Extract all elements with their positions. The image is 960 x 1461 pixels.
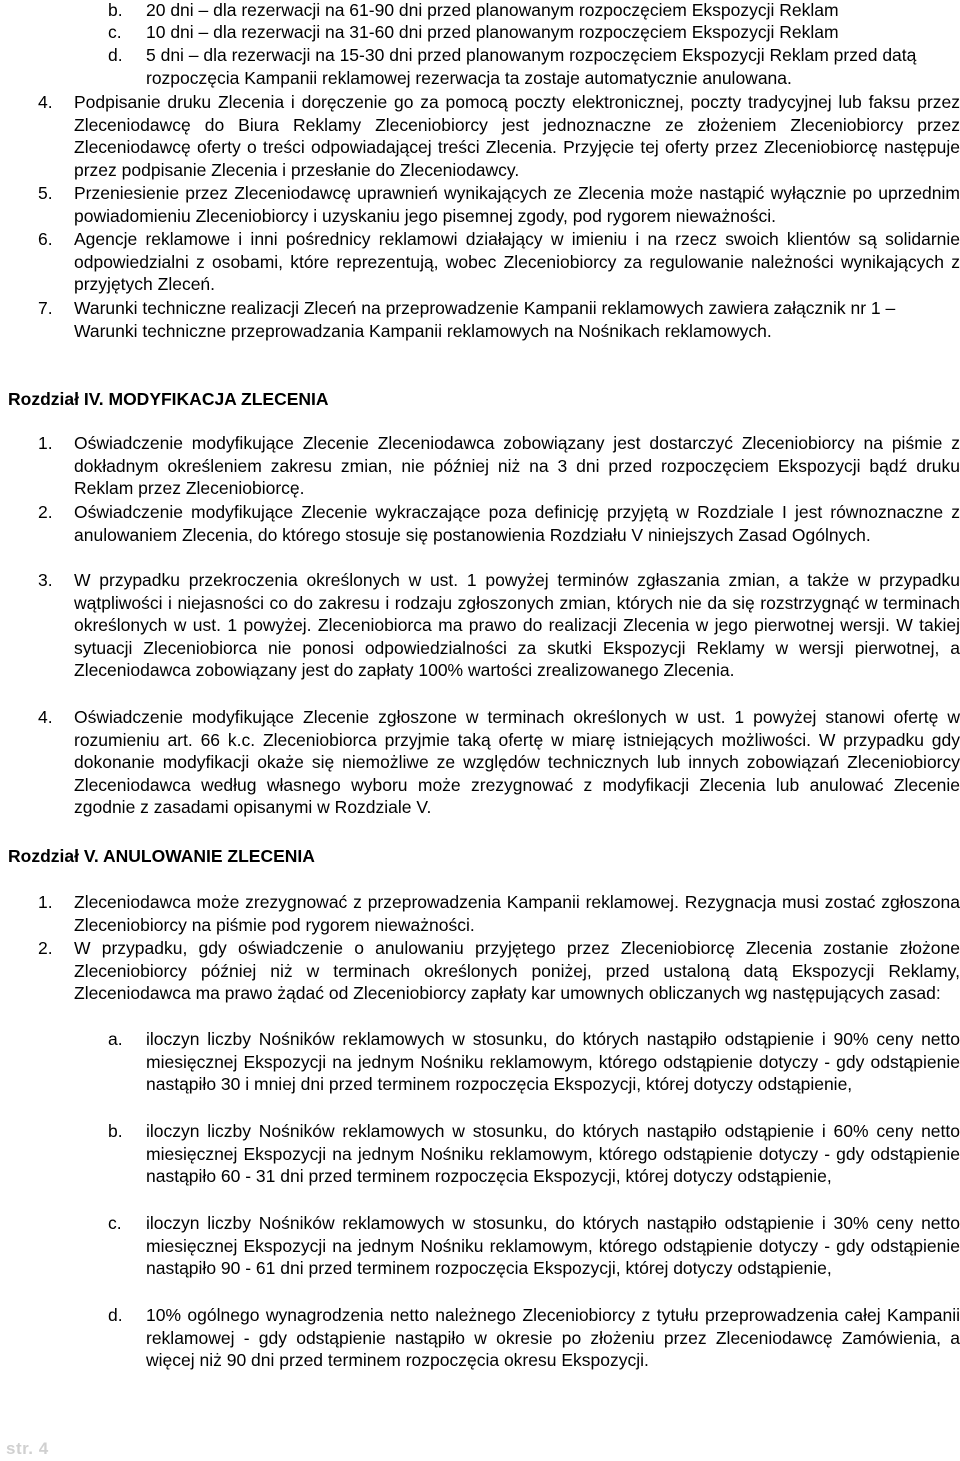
numbered-item bbox=[38, 297, 960, 342]
item-number: 4. bbox=[38, 92, 53, 112]
numbered-item bbox=[38, 91, 960, 181]
sub-item-text: iloczyn liczby Nośników reklamowych w stosunku, do których nastąpiło odstąpienie i 60% ceny netto miesięcznej Ekspozycji na jednym Nośniku reklamowym, którego odstąpienie dotyczy - gdy odstąpienie nastąpiło 60 - 31 dni przed terminem rozpoczęcia Ekspozycji, której dotyczy odstąpienie, bbox=[146, 1121, 960, 1186]
sub-item bbox=[108, 1120, 960, 1188]
numbered-item bbox=[38, 432, 960, 500]
sub-item bbox=[108, 1304, 960, 1372]
list-item bbox=[108, 21, 960, 44]
list-marker: d. bbox=[108, 45, 123, 65]
item-text: Agencje reklamowe i inni pośrednicy reklamowi działający w imieniu i na rzecz swoich klientów są solidarnie odpowiedzialni z osobami, które reprezentują, wobec Zleceniobiorcy za regulowanie należności wynikających z przyjętych Zleceń. bbox=[74, 229, 960, 294]
list-text: 20 dni – dla rezerwacji na 61-90 dni przed planowanym rozpoczęciem Ekspozycji Reklam bbox=[146, 0, 839, 20]
page-number: str. 4 bbox=[6, 1439, 49, 1458]
numbered-item bbox=[38, 569, 960, 682]
item-number: 1. bbox=[38, 433, 53, 453]
list-marker: b. bbox=[108, 0, 123, 20]
item-number: 4. bbox=[38, 707, 53, 727]
numbered-item bbox=[38, 501, 960, 546]
numbered-item bbox=[38, 891, 960, 936]
numbered-item bbox=[38, 937, 960, 1005]
item-number: 6. bbox=[38, 229, 53, 249]
item-text: Oświadczenie modyfikujące Zlecenie zgłoszone w terminach określonych w ust. 1 powyżej stanowi ofertę w rozumieniu art. 66 k.c. Zleceniobiorca przyjmie taką ofertę w miarę istniejących możliwości. W przypadku gdy dokonanie modyfikacji okaże się niemożliwe ze względów technicznych lub innych zobowiązań Zleceniobiorcy Zleceniodawca według własnego wyboru może zrezygnować z modyfikacji Zlecenia lub anulować Zlecenie zgodnie z zasadami opisanymi w Rozdziale V. bbox=[74, 707, 960, 817]
item-text: Podpisanie druku Zlecenia i doręczenie go za pomocą poczty elektronicznej, poczty tradycyjnej lub faksu przez Zleceniodawcę do Biura Reklamy Zleceniobiorcy jest jednoznaczne ze złożeniem Zleceniobiorcy przez Zleceniodawcę oferty o treści odpowiadającej treści Zlecenia. Przyjęcie tej oferty przez Zleceniobiorcę następuje przez podpisanie Zlecenia i przesłanie do Zleceniodawcy. bbox=[74, 92, 960, 180]
item-number: 5. bbox=[38, 183, 53, 203]
list-text: 5 dni – dla rezerwacji na 15-30 dni przed planowanym rozpoczęciem Ekspozycji Reklam przed datą rozpoczęcia Kampanii reklamowej rezerwacja ta zostaje automatycznie anulowana. bbox=[146, 45, 917, 88]
sub-item bbox=[108, 1212, 960, 1280]
item-text: Zleceniodawca może zrezygnować z przeprowadzenia Kampanii reklamowej. Rezygnacja musi zostać zgłoszona Zleceniobiorcy na piśmie pod rygorem nieważności. bbox=[74, 892, 960, 935]
sub-item-marker: d. bbox=[108, 1305, 123, 1325]
list-item bbox=[108, 0, 960, 22]
item-number: 2. bbox=[38, 502, 53, 522]
chapter-heading: Rozdział V. ANULOWANIE ZLECENIA bbox=[8, 846, 315, 866]
item-text: Oświadczenie modyfikujące Zlecenie Zleceniodawca zobowiązany jest dostarczyć Zleceniobiorcy na piśmie z dokładnym określeniem zakresu zmian, nie później niż na 3 dni przed rozpoczęciem Ekspozycji bądź druku Reklam przez Zleceniobiorcę. bbox=[74, 433, 960, 498]
chapter-heading: Rozdział IV. MODYFIKACJA ZLECENIA bbox=[8, 389, 329, 409]
sub-item-text: iloczyn liczby Nośników reklamowych w stosunku, do których nastąpiło odstąpienie i 90% ceny netto miesięcznej Ekspozycji na jednym Nośniku reklamowym, którego odstąpienie dotyczy - gdy odstąpienie nastąpiło 30 i mniej dni przed terminem rozpoczęcia Ekspozycji, której dotyczy odstąpienie, bbox=[146, 1029, 960, 1094]
list-text: 10 dni – dla rezerwacji na 31-60 dni przed planowanym rozpoczęciem Ekspozycji Reklam bbox=[146, 22, 839, 42]
sub-item-text: iloczyn liczby Nośników reklamowych w stosunku, do których nastąpiło odstąpienie i 30% ceny netto miesięcznej Ekspozycji na jednym Nośniku reklamowym, którego odstąpienie dotyczy - gdy odstąpienie nastąpiło 90 - 61 dni przed terminem rozpoczęcia Ekspozycji, której dotyczy odstąpienie, bbox=[146, 1213, 960, 1278]
sub-item bbox=[108, 1028, 960, 1096]
item-text: Przeniesienie przez Zleceniodawcę uprawnień wynikających ze Zlecenia może nastąpić wyłącznie po uprzednim powiadomieniu Zleceniobiorcy i uzyskaniu jego pisemnej zgody, pod rygorem nieważności. bbox=[74, 183, 960, 226]
list-item bbox=[108, 44, 960, 89]
item-number: 1. bbox=[38, 892, 53, 912]
item-text: W przypadku, gdy oświadczenie o anulowaniu przyjętego przez Zleceniobiorcę Zlecenia zostanie złożone Zleceniobiorcy później niż w terminach określonych poniżej, przed ustaloną datą Ekspozycji Reklamy, Zleceniodawca ma prawo żądać od Zleceniobiorcy zapłaty kar umownych obliczanych wg następujących zasad: bbox=[74, 938, 960, 1003]
item-number: 7. bbox=[38, 298, 53, 318]
item-text: Oświadczenie modyfikujące Zlecenie wykraczające poza definicję przyjętą w Rozdziale I jest równoznaczne z anulowaniem Zlecenia, do którego stosuje się postanowienia Rozdziału V niniejszych Zasad Ogólnych. bbox=[74, 502, 960, 545]
sub-item-text: 10% ogólnego wynagrodzenia netto należnego Zleceniobiorcy z tytułu przeprowadzenia całej Kampanii reklamowej - gdy odstąpienie nastąpiło w okresie po złożeniu przez Zleceniodawcę Zamówienia, a więcej niż 90 dni przed terminem rozpoczęcia okresu Ekspozycji. bbox=[146, 1305, 960, 1370]
sub-item-marker: c. bbox=[108, 1213, 122, 1233]
item-number: 3. bbox=[38, 570, 53, 590]
item-text: W przypadku przekroczenia określonych w ust. 1 powyżej terminów zgłaszania zmian, a także w przypadku wątpliwości i niejasności co do zakresu i rodzaju zgłoszonych zmian, których nie da się rozstrzygnąć w terminach określonych w ust. 1 powyżej. Zleceniobiorca ma prawo do realizacji Zlecenia w jego pierwotnej wersji. W takiej sytuacji Zleceniobiorca nie ponosi odpowiedzialności za skutki Ekspozycji Reklamy w wersji pierwotnej, a Zleceniodawca zobowiązany jest do zapłaty 100% wartości zrealizowanego Zlecenia. bbox=[74, 570, 960, 680]
sub-item-marker: b. bbox=[108, 1121, 123, 1141]
sub-item-marker: a. bbox=[108, 1029, 123, 1049]
item-number: 2. bbox=[38, 938, 53, 958]
numbered-item bbox=[38, 182, 960, 227]
list-marker: c. bbox=[108, 22, 122, 42]
item-text: Warunki techniczne realizacji Zleceń na przeprowadzenie Kampanii reklamowych zawiera załącznik nr 1 – Warunki techniczne przeprowadzania Kampanii reklamowych na Nośnikach reklamowych. bbox=[74, 298, 896, 341]
numbered-item bbox=[38, 706, 960, 819]
numbered-item bbox=[38, 228, 960, 296]
